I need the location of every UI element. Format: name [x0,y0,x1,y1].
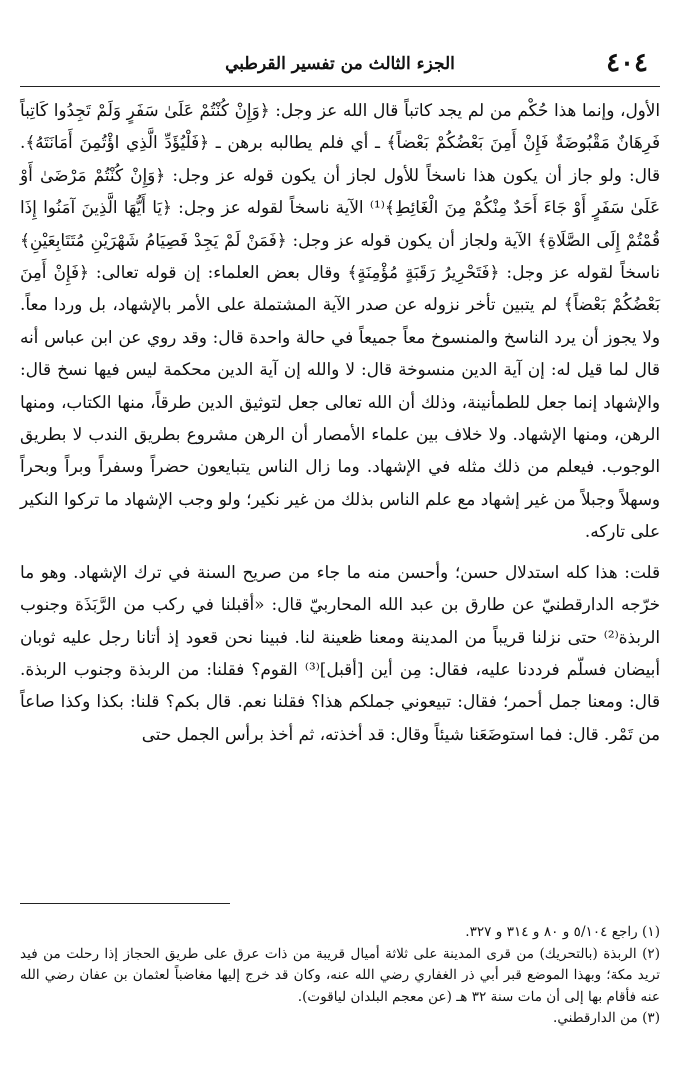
paragraph: الأول، وإنما هذا حُكْم من لم يجد كاتباً قال الله عز وجل: ﴿وَإِنْ كُنْتُمْ عَلَىٰ سَفَرٍ وَلَمْ تَجِدُوا كَاتِباً فَرِهَانٌ مَقْبُوضَةٌ فَإِنْ أَمِنَ بَعْضُكُمْ بَعْضاً﴾ ـ أي فلم يطالبه برهن ـ ﴿فَلْيُؤَدِّ الَّذِي اؤْتُمِنَ أَمَانَتَهُ﴾. قال: ولو جاز أن يكون هذا ناسخاً للأول لجاز أن يكون قوله عز وجل: ﴿وَإِنْ كُنْتُمْ مَرْضَىٰ أَوْ عَلَىٰ سَفَرٍ أَوْ جَاءَ أَحَدٌ مِنْكُمْ مِنَ الْغَائِطِ﴾⁽¹⁾ الآية ناسخاً لقوله عز وجل: ﴿يَا أَيُّهَا الَّذِينَ آمَنُوا إِذَا قُمْتُمْ إِلَى الصَّلَاةِ﴾ الآية ولجاز أن يكون قوله عز وجل: ﴿فَمَنْ لَمْ يَجِدْ فَصِيَامُ شَهْرَيْنِ مُتَتَابِعَيْنِ﴾ ناسخاً لقوله عز وجل: ﴿فَتَحْرِيرُ رَقَبَةٍ مُؤْمِنَةٍ﴾ وقال بعض العلماء: إن قوله تعالى: ﴿فَإِنْ أَمِنَ بَعْضُكُمْ بَعْضاً﴾ لم يتبين تأخر نزوله عن صدر الآية المشتملة على الأمر بالإشهاد، بل وردا معاً. ولا يجوز أن يرد الناسخ والمنسوخ معاً جميعاً في حالة واحدة قال: وقد روي عن ابن عباس أنه قال لما قيل له: إن آية الدين منسوخة قال: لا والله إن آية الدين محكمة ليس فيها نسخ قال: والإشهاد إنما جعل للطمأنينة، وذلك أن الله تعالى جعل لتوثيق الدين طرقاً، منها الكتاب، ومنها الرهن، ومنها الإشهاد. ولا خلاف بين علماء الأمصار أن الرهن مشروع بطريق الندب لا بطريق الوجوب. فيعلم من ذلك مثله في الإشهاد. وما زال الناس يتبايعون حضراً وسفراً وبراً وبحراً وسهلاً وجبلاً من غير إشهاد مع علم الناس بذلك من غير نكير؛ ولو وجب الإشهاد ما تركوا النكير على تاركه. [20,100,660,542]
footnote-3: (٣) من الدارقطني. [553,1010,660,1026]
footnote-2: (٢) الربذة (بالتحريك) من قرى المدينة على ثلاثة أميال قريبة من ذات عرق على طريق الحجاز إذا رحلت من فيد تريد مكة؛ وبهذا الموضع قبر أبي ذر الغفاري رضي الله عنه، وكان قد خرج إليها مغاضباً لعثمان بن عفان رضي الله عنه فأقام بها إلى أن مات سنة ٣٢ هـ (عن معجم البلدان لياقوت). [20,945,660,1005]
footnotes [20,922,660,1030]
footnote-1: (١) راجع ٥/١٠٤ و ٨٠ و ٣١٤ و ٣٢٧. [465,924,660,940]
page-number: ٤٠٤ [606,48,648,78]
footnote-separator [20,903,230,904]
main-text [20,94,660,750]
header-rule [20,86,660,87]
page-header [20,44,660,86]
running-title: الجزء الثالث من تفسير القرطبي [225,54,455,74]
paragraph: قلت: هذا كله استدلال حسن؛ وأحسن منه ما جاء من صريح السنة في ترك الإشهاد. وهو ما خرّجه الدارقطنيّ عن طارق بن عبد الله المحاربيّ قال: «أقبلنا في ركب من الرَّبَذَة وجنوب الربذة⁽²⁾ حتى نزلنا قريباً من المدينة ومعنا ظعينة لنا. فبينا نحن قعود إذ أتانا رجل عليه ثوبان أبيضان فسلّم فرددنا عليه، فقال: مِن أين [أقبل]⁽³⁾ القوم؟ فقلنا: من الربذة وجنوب الربذة. قال: ومعنا جمل أحمر؛ فقال: تبيعوني جملكم هذا؟ فقلنا نعم. قال بكم؟ قلنا: بكذا وكذا صاعاً من تَمْر. قال: فما استوضَعَنا شيئاً وقال: قد أخذته، ثم أخذ برأس الجمل حتى [20,561,660,744]
